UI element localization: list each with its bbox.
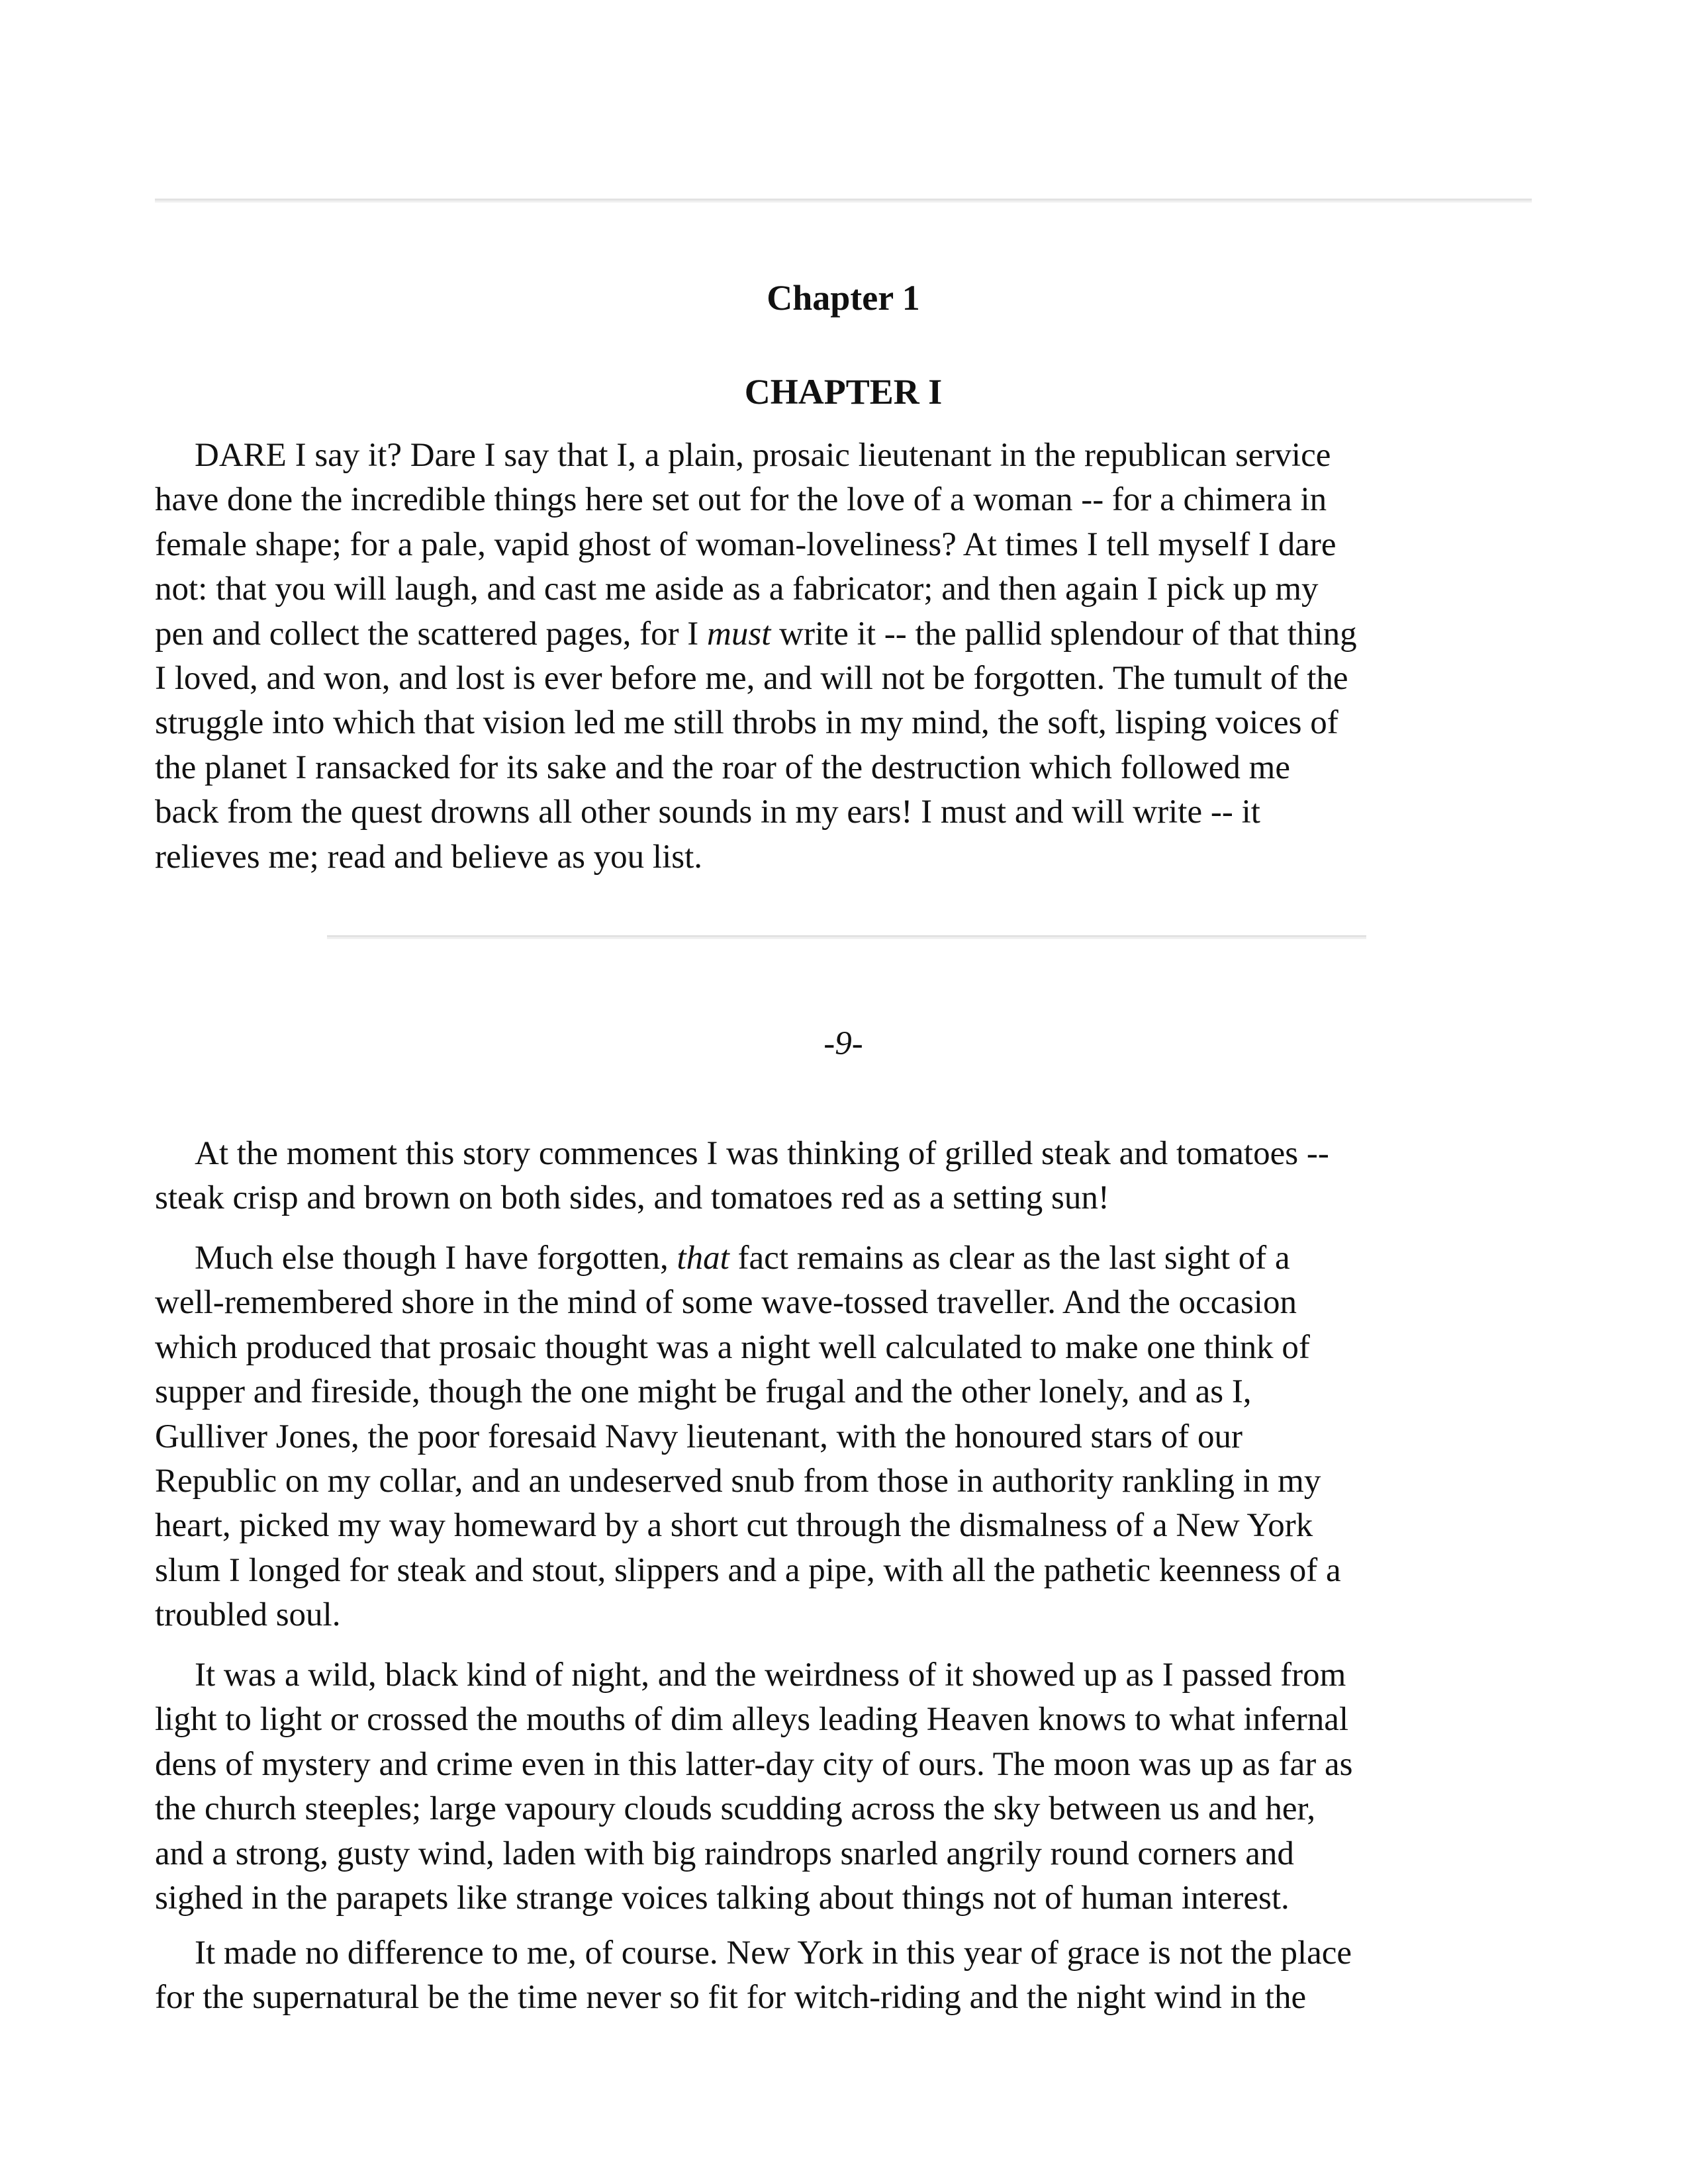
paragraph-2: [155, 1132, 1532, 1221]
text-segment: pen and collect the scattered pages, for I: [155, 615, 708, 653]
text-line: It was a wild, black kind of night, and the weirdness of it showed up as I passed from: [195, 1657, 1346, 1694]
emphasis-must: must: [707, 615, 771, 653]
text-line: DARE I say it? Dare I say that I, a plain, prosaic lieutenant in the republican service: [195, 437, 1331, 474]
text-line: Republic on my collar, and an undeserved snub from those in authority rankling in my: [155, 1463, 1321, 1500]
page-number: -9-: [823, 1025, 863, 1062]
chapter-title: CHAPTER I: [744, 372, 943, 412]
text-line: female shape; for a pale, vapid ghost of woman-loveliness? At times I tell myself I dare: [155, 525, 1336, 563]
section-divider: [327, 935, 1366, 939]
text-line: struggle into which that vision led me still throbs in my mind, the soft, lisping voices of: [155, 704, 1338, 742]
text-segment: write it -- the pallid splendour of that thing: [771, 615, 1357, 653]
text-line: It made no difference to me, of course. New York in this year of grace is not the place: [195, 1934, 1352, 1972]
top-divider: [155, 199, 1532, 203]
text-line: troubled soul.: [155, 1596, 341, 1634]
text-line: well-remembered shore in the mind of some wave-tossed traveller. And the occasion: [155, 1284, 1297, 1322]
text-line: [155, 1236, 1532, 1281]
chapter-label: Chapter 1: [767, 278, 920, 318]
text-line: relieves me; read and believe as you list.: [155, 838, 703, 876]
text-line: have done the incredible things here set out for the love of a woman -- for a chimera in: [155, 481, 1327, 519]
text-line: supper and fireside, though the one might be frugal and the other lonely, and as I,: [155, 1373, 1252, 1411]
text-line: the planet I ransacked for its sake and the roar of the destruction which followed me: [155, 749, 1290, 786]
text-line: sighed in the parapets like strange voices talking about things not of human interest.: [155, 1880, 1289, 1917]
paragraph-3: [155, 1236, 1532, 1638]
text-line: not: that you will laugh, and cast me aside as a fabricator; and then again I pick up my: [155, 570, 1319, 608]
text-line: At the moment this story commences I was thinking of grilled steak and tomatoes --: [195, 1135, 1329, 1172]
text-line: heart, picked my way homeward by a short cut through the dismalness of a New York: [155, 1507, 1313, 1545]
text-line: Gulliver Jones, the poor foresaid Navy lieutenant, with the honoured stars of our: [155, 1418, 1243, 1455]
text-line: steak crisp and brown on both sides, and tomatoes red as a setting sun!: [155, 1179, 1109, 1217]
text-segment: Much else though I have forgotten,: [195, 1240, 677, 1277]
text-line: which produced that prosaic thought was a night well calculated to make one think of: [155, 1328, 1310, 1366]
paragraph-5: [155, 1931, 1532, 2021]
paragraph-1: [155, 433, 1532, 880]
text-line: back from the quest drowns all other sounds in my ears! I must and will write -- it: [155, 794, 1260, 831]
text-segment: fact remains as clear as the last sight of a: [729, 1240, 1290, 1277]
text-line: and a strong, gusty wind, laden with big raindrops snarled angrily round corners and: [155, 1835, 1294, 1872]
text-line: the church steeples; large vapoury clouds scudding across the sky between us and her,: [155, 1790, 1316, 1828]
text-line: dens of mystery and crime even in this latter-day city of ours. The moon was up as far as: [155, 1745, 1353, 1783]
text-line: [155, 612, 1532, 657]
text-line: light to light or crossed the mouths of dim alleys leading Heaven knows to what infernal: [155, 1701, 1349, 1739]
text-line: for the supernatural be the time never so fit for witch-riding and the night wind in the: [155, 1979, 1307, 2017]
text-line: I loved, and won, and lost is ever before me, and will not be forgotten. The tumult of the: [155, 660, 1348, 698]
emphasis-that: that: [677, 1240, 729, 1277]
text-line: slum I longed for steak and stout, slippers and a pipe, with all the pathetic keenness of a: [155, 1551, 1341, 1589]
paragraph-4: [155, 1653, 1532, 1921]
